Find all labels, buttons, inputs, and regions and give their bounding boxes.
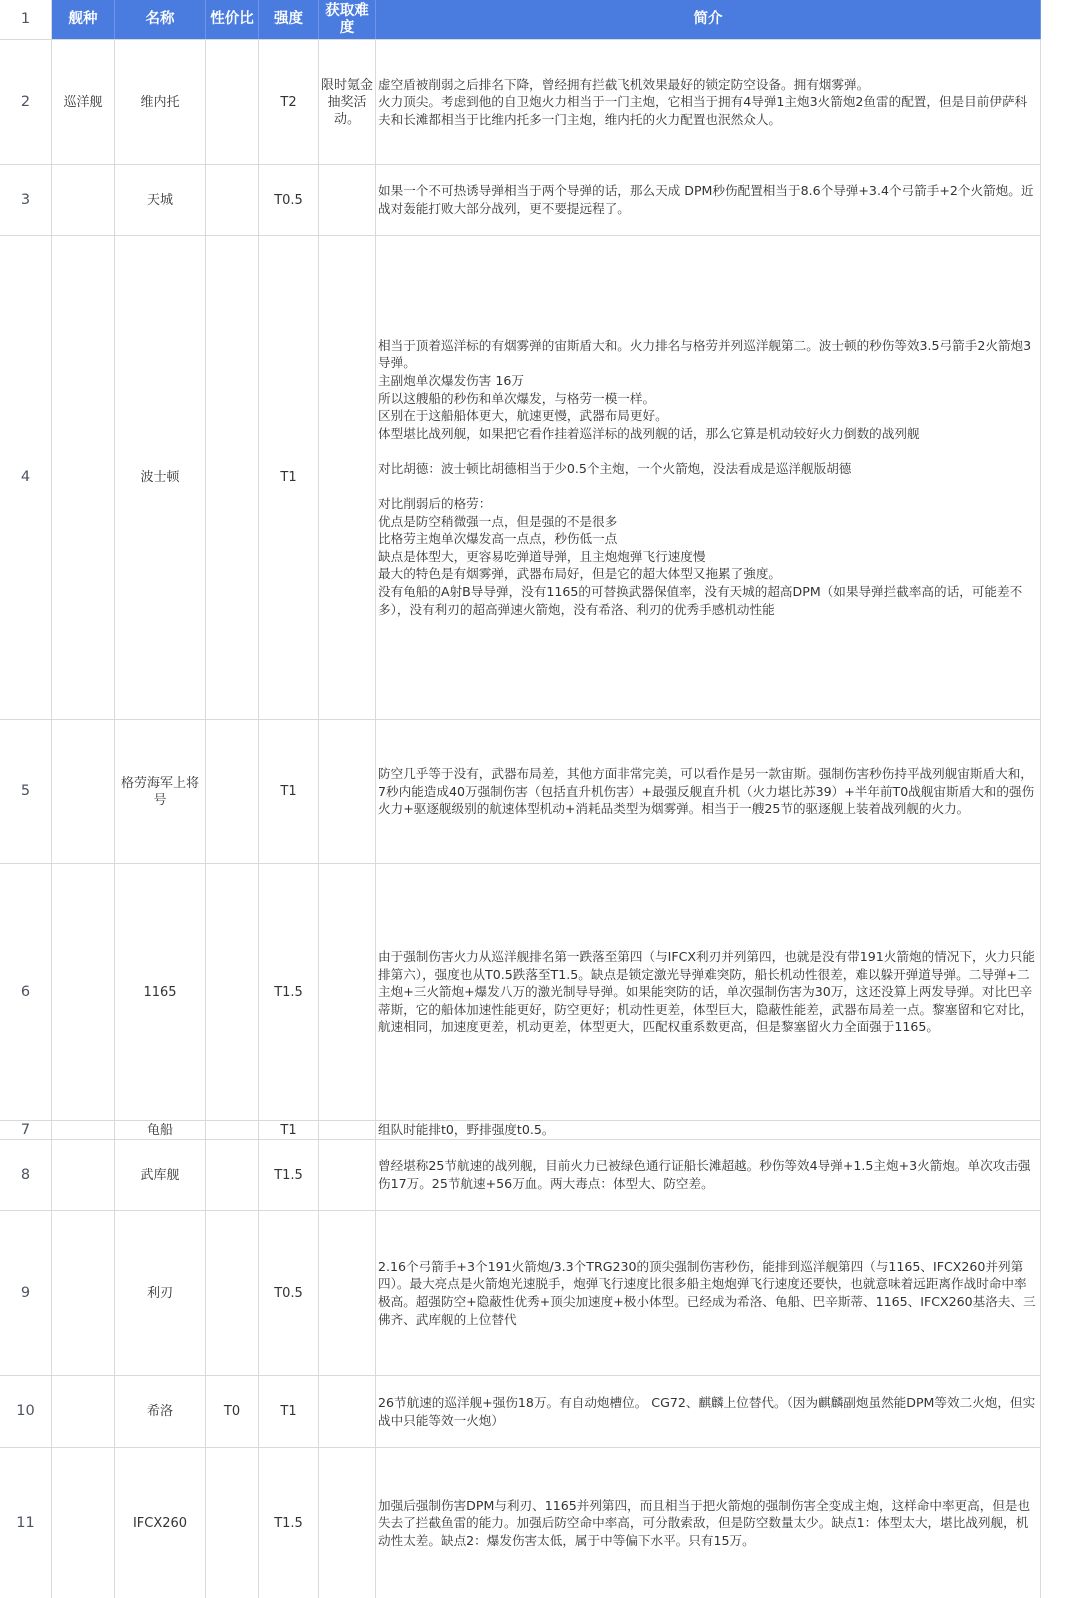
row-number[interactable]: 7 — [0, 1121, 52, 1139]
cell-obtain[interactable] — [319, 864, 376, 1120]
cell-value[interactable] — [206, 720, 259, 863]
cell-name[interactable]: 格劳海军上将号 — [115, 720, 206, 863]
cell-value[interactable] — [206, 1121, 259, 1139]
cell-type[interactable] — [52, 864, 115, 1120]
cell-desc[interactable]: 2.16个弓箭手+3个191火箭炮/3.3个TRG230的顶尖强制伤害秒伤，能排到巡洋舰第四（与1165、IFCX260并列第四）。最大亮点是火箭炮光速脱手，炮弹飞行速度比很多船主炮炮弹飞行速度还要快，也就意味着远距离作战时命中率极高。超强防空+隐蔽性优秀+顶尖加速度+极小体型。已经成为希洛、龟船、巴辛斯蒂、1165、IFCX260基洛夫、三佛齐、武库舰的上位替代 — [376, 1211, 1041, 1375]
cell-desc[interactable]: 曾经堪称25节航速的战列舰，目前火力已被绿色通行证船长滩超越。秒伤等效4导弹+1.5主炮+3火箭炮。单次攻击强伤17万。25节航速+56万血。两大毒点：体型大、防空差。 — [376, 1140, 1041, 1210]
cell-tier[interactable]: T2 — [259, 40, 319, 164]
cell-type[interactable] — [52, 1448, 115, 1598]
cell-name[interactable]: 1165 — [115, 864, 206, 1120]
row-number[interactable]: 4 — [0, 236, 52, 719]
table-row — [0, 1376, 1080, 1448]
cell-obtain[interactable] — [319, 720, 376, 863]
cell-name[interactable]: 希洛 — [115, 1376, 206, 1447]
row-number[interactable]: 11 — [0, 1448, 52, 1598]
row-number[interactable]: 8 — [0, 1140, 52, 1210]
row-number[interactable]: 2 — [0, 40, 52, 164]
cell-tier[interactable]: T1 — [259, 720, 319, 863]
table-row — [0, 1448, 1080, 1598]
cell-type[interactable]: 巡洋舰 — [52, 40, 115, 164]
cell-desc[interactable]: 如果一个不可热诱导弹相当于两个导弹的话，那么天成 DPM秒伤配置相当于8.6个导弹+3.4个弓箭手+2个火箭炮。近战对轰能打败大部分战列，更不要提远程了。 — [376, 165, 1041, 235]
cell-tier[interactable]: T1.5 — [259, 1448, 319, 1598]
cell-tier[interactable]: T1 — [259, 1376, 319, 1447]
cell-value[interactable] — [206, 864, 259, 1120]
column-header-tier[interactable]: 强度 — [259, 0, 319, 39]
cell-type[interactable] — [52, 1121, 115, 1139]
cell-type[interactable] — [52, 236, 115, 719]
cell-value[interactable]: T0 — [206, 1376, 259, 1447]
cell-obtain[interactable] — [319, 1140, 376, 1210]
cell-value[interactable] — [206, 236, 259, 719]
column-header-type[interactable]: 舰种 — [52, 0, 115, 39]
table-row — [0, 165, 1080, 236]
column-header-name[interactable]: 名称 — [115, 0, 206, 39]
cell-tier[interactable]: T1.5 — [259, 864, 319, 1120]
cell-obtain[interactable] — [319, 1376, 376, 1447]
cell-obtain[interactable] — [319, 1121, 376, 1139]
row-number[interactable]: 10 — [0, 1376, 52, 1447]
cell-name[interactable]: 维内托 — [115, 40, 206, 164]
cell-value[interactable] — [206, 40, 259, 164]
cell-tier[interactable]: T1 — [259, 1121, 319, 1139]
cell-value[interactable] — [206, 1140, 259, 1210]
column-header-obtain[interactable]: 获取难度 — [319, 0, 376, 39]
cell-type[interactable] — [52, 720, 115, 863]
cell-desc[interactable]: 虚空盾被削弱之后排名下降，曾经拥有拦截飞机效果最好的锁定防空设备。拥有烟雾弹。 火力顶尖。考虑到他的自卫炮火力相当于一门主炮，它相当于拥有4导弹1主炮3火箭炮2鱼雷的配置，但是目前伊萨科夫和长滩都相当于比维内托多一门主炮，维内托的火力配置也泯然众人。 — [376, 40, 1041, 164]
cell-obtain[interactable] — [319, 1448, 376, 1598]
cell-type[interactable] — [52, 1211, 115, 1375]
row-number[interactable]: 6 — [0, 864, 52, 1120]
cell-value[interactable] — [206, 165, 259, 235]
cell-type[interactable] — [52, 165, 115, 235]
cell-desc[interactable]: 加强后强制伤害DPM与利刃、1165并列第四，而且相当于把火箭炮的强制伤害全变成主炮，这样命中率更高，但是也失去了拦截鱼雷的能力。加强后防空命中率高，可分散索敌，但是防空数量太少。缺点1：体型太大，堪比战列舰，机动性太差。缺点2：爆发伤害太低，属于中等偏下水平。只有15万。 — [376, 1448, 1041, 1598]
cell-name[interactable]: 武库舰 — [115, 1140, 206, 1210]
table-row — [0, 1121, 1080, 1140]
row-number[interactable]: 1 — [0, 0, 52, 39]
cell-name[interactable]: 波士顿 — [115, 236, 206, 719]
cell-name[interactable]: 利刃 — [115, 1211, 206, 1375]
header-row — [0, 0, 1080, 40]
cell-name[interactable]: 天城 — [115, 165, 206, 235]
sheet-right-margin — [1041, 0, 1080, 1598]
cell-desc[interactable]: 防空几乎等于没有，武器布局差，其他方面非常完美，可以看作是另一款宙斯。强制伤害秒伤持平战列舰宙斯盾大和，7秒内能造成40万强制伤害（包括直升机伤害）+最强反舰直升机（火力堪比苏39）+半年前T0战舰宙斯盾大和的强伤火力+驱逐舰级别的航速体型机动+消耗品类型为烟雾弹。相当于一艘25节的驱逐舰上装着战列舰的火力。 — [376, 720, 1041, 863]
row-number[interactable]: 5 — [0, 720, 52, 863]
cell-obtain[interactable] — [319, 165, 376, 235]
cell-obtain[interactable] — [319, 236, 376, 719]
cell-desc[interactable]: 由于强制伤害火力从巡洋舰排名第一跌落至第四（与IFCX利刃并列第四，也就是没有带191火箭炮的情况下，火力只能排第六），强度也从T0.5跌落至T1.5。缺点是锁定激光导弹难突防，船长机动性很差，难以躲开弹道导弹。二导弹+二主炮+三火箭炮+爆发八万的激光制导导弹。如果能突防的话，单次强制伤害为30万，这还没算上两发导弹。对比巴辛蒂斯，它的船体加速性能更好，防空更好；机动性更差，体型巨大，隐蔽性能差，武器布局差一点。黎塞留和它对比，航速相同，加速度更差，机动更差，体型更大，匹配权重系数更高，但是黎塞留火力全面强于1165。 — [376, 864, 1041, 1120]
table-row — [0, 864, 1080, 1121]
row-number[interactable]: 9 — [0, 1211, 52, 1375]
cell-value[interactable] — [206, 1448, 259, 1598]
table-row — [0, 720, 1080, 864]
cell-value[interactable] — [206, 1211, 259, 1375]
cell-obtain[interactable]: 限时氪金抽奖活动。 — [319, 40, 376, 164]
cell-tier[interactable]: T0.5 — [259, 1211, 319, 1375]
table-row — [0, 1211, 1080, 1376]
cell-tier[interactable]: T0.5 — [259, 165, 319, 235]
table-row — [0, 1140, 1080, 1211]
cell-desc[interactable]: 组队时能排t0，野排强度t0.5。 — [376, 1121, 1041, 1139]
column-header-desc[interactable]: 简介 — [376, 0, 1041, 39]
cell-name[interactable]: IFCX260 — [115, 1448, 206, 1598]
cell-tier[interactable]: T1.5 — [259, 1140, 319, 1210]
cell-desc[interactable]: 26节航速的巡洋舰+强伤18万。有自动炮槽位。 CG72、麒麟上位替代。（因为麒麟副炮虽然能DPM等效二火炮，但实战中只能等效一火炮） — [376, 1376, 1041, 1447]
cell-obtain[interactable] — [319, 1211, 376, 1375]
table-row — [0, 40, 1080, 165]
cell-name[interactable]: 龟船 — [115, 1121, 206, 1139]
cell-type[interactable] — [52, 1140, 115, 1210]
row-number[interactable]: 3 — [0, 165, 52, 235]
cell-desc[interactable]: 相当于顶着巡洋标的有烟雾弹的宙斯盾大和。火力排名与格劳并列巡洋舰第二。波士顿的秒伤等效3.5弓箭手2火箭炮3导弹。 主副炮单次爆发伤害 16万 所以这艘船的秒伤和单次爆发，与格劳一模一样。 区别在于这船船体更大，航速更慢，武器布局更好。 体型堪比战列舰，如果把它看作挂着巡洋标的战列舰的话，那么它算是机动较好火力倒数的战列舰 对比胡德：波士顿比胡德相当于少0.5个主炮，一个火箭炮，没法看成是巡洋舰版胡德 对比削弱后的格劳： 优点是防空稍微强一点，但是强的不是很多 比格劳主炮单次爆发高一点点，秒伤低一点 缺点是体型大，更容易吃弹道导弹，且主炮炮弹飞行速度慢 最大的特色是有烟雾弹，武器布局好，但是它的超大体型又拖累了強度。 没有龟船的A射B导导弹，没有1165的可替换武器保值率，没有天城的超高DPM（如果导弹拦截率高的话，可能差不多），没有利刃的超高弹速火箭炮，没有希洛、利刃的优秀手感机动性能 — [376, 236, 1041, 719]
column-header-value[interactable]: 性价比 — [206, 0, 259, 39]
table-row — [0, 236, 1080, 720]
cell-tier[interactable]: T1 — [259, 236, 319, 719]
cell-type[interactable] — [52, 1376, 115, 1447]
